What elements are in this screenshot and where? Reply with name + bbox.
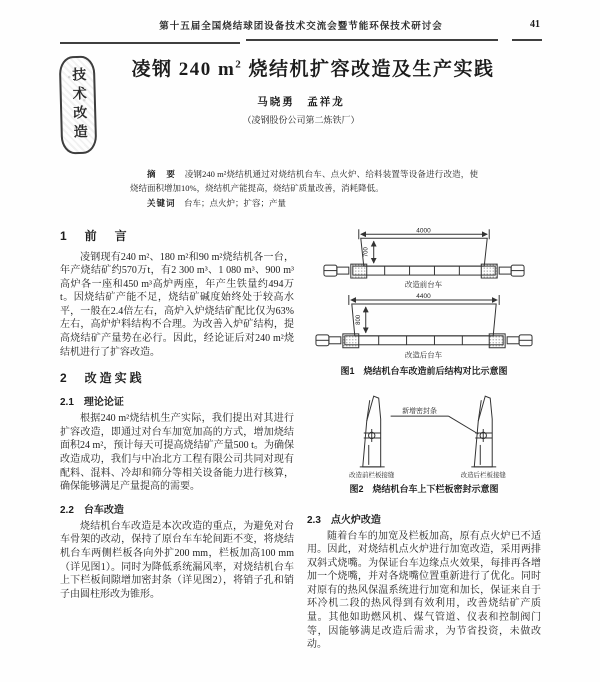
figure-1-drawing: [307, 225, 541, 361]
paper-title-superscript: 2: [235, 58, 243, 71]
sideplate-after-label: 改造后栏板接缝: [460, 471, 506, 479]
annotation-leader-line: [391, 416, 479, 434]
paper-title: [104, 54, 522, 81]
paper-title-part2: 烧结机扩容改造及生产实践: [242, 59, 495, 80]
section-2-2-heading: 2.2 台车改造: [60, 504, 124, 516]
pallet-before-drawing: [324, 226, 524, 278]
dim-after-height: 800: [355, 314, 362, 325]
sideplate-before-drawing: [360, 396, 385, 467]
pallet-after-drawing: [316, 294, 532, 347]
page-number: 41: [530, 19, 540, 30]
abstract-block: [130, 168, 478, 195]
abstract-text: [130, 168, 478, 195]
header-rule-center: [246, 39, 498, 41]
affiliation: （凌钢股份公司第二炼铁厂）: [242, 115, 360, 125]
keywords-body: 台车；点火炉；扩容；产量: [175, 198, 287, 208]
header-rule-left: [60, 42, 240, 44]
stamp-text: 技术改造: [70, 66, 87, 144]
figure-1: [307, 225, 541, 377]
figure-2-drawing: [307, 385, 541, 479]
pallet-after-label: 改造后台车: [404, 350, 443, 360]
figure-1-caption: 图1 烧结机台车改造前后结构对比示意图: [340, 365, 508, 376]
section-2-2-paragraph: 烧结机台车改造是本次改造的重点，为避免对台车骨架的改动，保持了原台车车轮间距不变，将烧结机台车两侧栏板各向外扩200 mm，栏板加高100 mm（详见图1）。同时为降低系统漏风率，对烧结机台车上下栏板间隙增加密封条（详见图2），将销子孔和销子由圆柱形改为锥形。: [60, 520, 294, 600]
dim-before-height: 700: [363, 246, 370, 257]
keywords-block: [130, 197, 478, 211]
abstract-body: 凌钢240 m²烧结机通过对烧结机台车、点火炉、给料装置等设备进行改造，使烧结面积增加10%，烧结机产能提高，烧结矿质量改善，消耗降低。: [130, 169, 478, 193]
authors: 马晓勇 孟祥龙: [257, 97, 345, 108]
keywords-text: [130, 197, 478, 211]
sealing-strip-annotation: 新增密封条: [402, 407, 437, 415]
running-header: [60, 18, 542, 40]
dim-after-width: 4400: [416, 292, 431, 300]
two-column-body: [60, 225, 542, 654]
section-2-3-paragraph: 随着台车的加宽及栏板加高，原有点火炉已不适用。因此，对烧结机点火炉进行加宽改造，采用两排双斜式烧嘴。为保证台车边缘点火效果，每排再各增加一个烧嘴，并对各烧嘴位置重新进行了优化。同时对原有的热风保温系统进行加宽和加长，保证来自于环冷机二段的热风得到有效利用，改善烧结矿产质量。其他如助燃风机、煤气管道、仪表和控制阀门等，因能够满足改造后需求，为节省投资，未做改动。: [307, 530, 541, 651]
section-2-heading: 2 改造实践: [60, 371, 145, 386]
sideplate-before-label: 改造前栏板接缝: [349, 471, 395, 479]
section-2-1-heading: 2.1 理论论证: [60, 397, 124, 409]
right-column: [307, 225, 541, 654]
conference-title: 第十五届全国烧结球团设备技术交流会暨节能环保技术研讨会: [159, 22, 443, 32]
section-2-3-heading: 2.3 点火炉改造: [307, 514, 381, 526]
section-1-heading: 1 前 言: [60, 228, 130, 243]
figure-2: [307, 385, 541, 495]
title-block: [60, 54, 542, 150]
header-rule-right: [512, 39, 542, 41]
paper-title-part1: 凌钢 240 m: [131, 59, 236, 80]
pallet-before-label: 改造前台车: [404, 279, 443, 289]
section-2-1-paragraph: 根据240 m²烧结机生产实际，我们提出对其进行扩容改造，即通过对台车加宽加高的方式，增加烧结面积24 m²，预计每天可提高烧结矿产量500 t。为确保改造成功，我们与中冶北方工程有限公司共同对现有配料、混料、冷却和筛分等相关设备能力进行核算，确保能够满足产量提高的需要。: [60, 413, 294, 493]
tech-reform-stamp: [59, 56, 98, 155]
left-column: [60, 225, 294, 654]
dim-before-width: 4000: [416, 226, 431, 234]
abstract-label: 摘 要: [147, 169, 177, 179]
keywords-label: 关键词: [147, 198, 176, 208]
section-1-paragraph: 凌钢现有240 m²、180 m²和90 m²烧结机各一台，年产烧结矿约570万t，有2 300 m³、1 080 m³、900 m³高炉各一座和450 m³高炉两座，年产生铁量约494万t。因烧结矿产能不足，烧结矿碱度始终处于较高水平，一般在2.4倍左右，高炉入炉烧结矿配比仅为63%左右，高炉炉料结构不合理。为改善入炉矿结构，提高烧结矿产量势在必行。因此，经论证后对240 m²烧结机进行了扩容改造。: [60, 251, 294, 358]
figure-2-caption: 图2 烧结机台车上下栏板密封示意图: [349, 483, 499, 494]
